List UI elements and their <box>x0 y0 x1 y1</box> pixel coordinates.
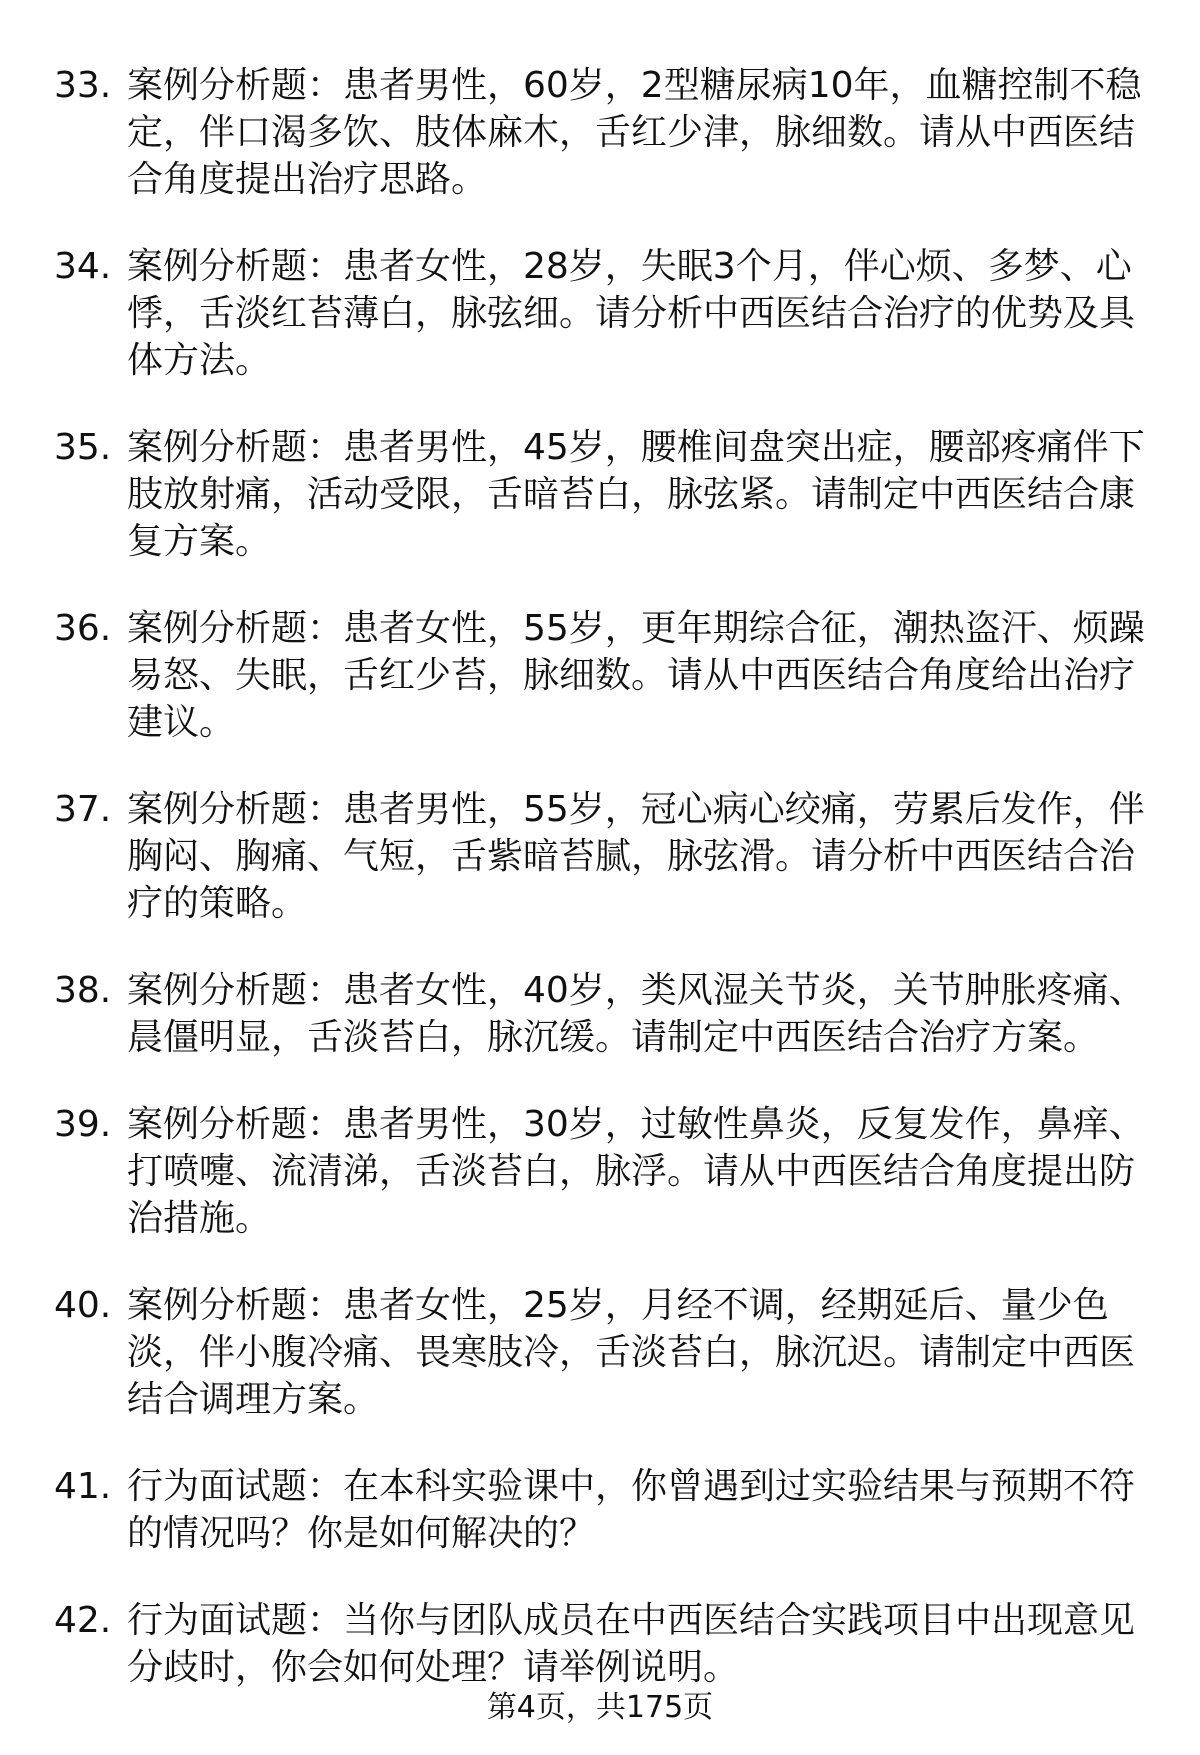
question-text-line: 行为面试题：当你与团队成员在中西医结合实践项目中出现意见 <box>127 1600 1136 1641</box>
question-item <box>0 424 1200 565</box>
question-text-line: 疗的策略。 <box>127 883 308 924</box>
question-text-line: 分歧时，你会如何处理？请举例说明。 <box>127 1647 740 1688</box>
question-text-line: 治措施。 <box>127 1198 272 1239</box>
question-number: 33. <box>54 65 112 106</box>
question-text <box>127 62 1200 203</box>
question-item <box>0 1597 1200 1691</box>
question-text-line: 肢放射痛，活动受限，舌暗苔白，脉弦紧。请制定中西医结合康 <box>127 474 1136 515</box>
question-text <box>127 1282 1200 1423</box>
question-item <box>0 1463 1200 1557</box>
question-text-line: 胸闷、胸痛、气短，舌紫暗苔腻，脉弦滑。请分析中西医结合治 <box>127 836 1136 877</box>
question-text-line: 案例分析题：患者女性，55岁，更年期综合征，潮热盗汗、烦躁 <box>127 608 1145 649</box>
question-text <box>127 243 1200 384</box>
question-text <box>127 1463 1200 1557</box>
question-text-line: 案例分析题：患者女性，40岁，类风湿关节炎，关节肿胀疼痛、 <box>127 970 1145 1011</box>
question-text-line: 定，伴口渴多饮、肢体麻木，舌红少津，脉细数。请从中西医结 <box>127 112 1136 153</box>
question-text-line: 建议。 <box>127 702 236 743</box>
question-text-line: 行为面试题：在本科实验课中，你曾遇到过实验结果与预期不符 <box>127 1466 1136 1507</box>
question-text-line: 案例分析题：患者男性，45岁，腰椎间盘突出症，腰部疼痛伴下 <box>127 427 1145 468</box>
question-text <box>127 1597 1200 1691</box>
question-text-line: 案例分析题：患者男性，30岁，过敏性鼻炎，反复发作，鼻痒、 <box>127 1104 1145 1145</box>
question-item <box>0 1282 1200 1423</box>
question-item <box>0 786 1200 927</box>
question-item <box>0 62 1200 203</box>
question-text-line: 淡，伴小腹冷痛、畏寒肢冷，舌淡苔白，脉沉迟。请制定中西医 <box>127 1332 1136 1373</box>
question-text <box>127 786 1200 927</box>
question-item <box>0 243 1200 384</box>
question-number: 34. <box>54 246 112 287</box>
question-list <box>0 62 1200 1731</box>
question-text-line: 案例分析题：患者女性，25岁，月经不调，经期延后、量少色 <box>127 1285 1109 1326</box>
question-text-line: 案例分析题：患者女性，28岁，失眠3个月，伴心烦、多梦、心 <box>127 246 1132 287</box>
question-number: 39. <box>54 1104 112 1145</box>
question-text-line: 案例分析题：患者男性，55岁，冠心病心绞痛，劳累后发作，伴 <box>127 789 1145 830</box>
question-number: 37. <box>54 789 112 830</box>
question-text-line: 易怒、失眠，舌红少苔，脉细数。请从中西医结合角度给出治疗 <box>127 655 1136 696</box>
question-number: 36. <box>54 608 112 649</box>
question-text <box>127 424 1200 565</box>
question-text-line: 结合调理方案。 <box>127 1379 380 1420</box>
question-number: 41. <box>54 1466 112 1507</box>
question-text <box>127 1101 1200 1242</box>
question-text <box>127 967 1200 1061</box>
question-text-line: 悸，舌淡红苔薄白，脉弦细。请分析中西医结合治疗的优势及具 <box>127 293 1136 334</box>
question-number: 38. <box>54 970 112 1011</box>
question-text-line: 复方案。 <box>127 521 272 562</box>
question-item <box>0 605 1200 746</box>
question-number: 40. <box>54 1285 112 1326</box>
question-text-line: 合角度提出治疗思路。 <box>127 159 488 200</box>
question-text-line: 晨僵明显，舌淡苔白，脉沉缓。请制定中西医结合治疗方案。 <box>127 1017 1100 1058</box>
question-text <box>127 605 1200 746</box>
question-text-line: 体方法。 <box>127 340 272 381</box>
question-number: 35. <box>54 427 112 468</box>
question-item <box>0 1101 1200 1242</box>
question-number: 42. <box>54 1600 112 1641</box>
question-item <box>0 967 1200 1061</box>
page-footer: 第4页，共175页 <box>486 1690 714 1725</box>
question-text-line: 案例分析题：患者男性，60岁，2型糖尿病10年，血糖控制不稳 <box>127 65 1142 106</box>
question-text-line: 打喷嚏、流清涕，舌淡苔白，脉浮。请从中西医结合角度提出防 <box>127 1151 1136 1192</box>
question-text-line: 的情况吗？你是如何解决的？ <box>127 1513 596 1554</box>
